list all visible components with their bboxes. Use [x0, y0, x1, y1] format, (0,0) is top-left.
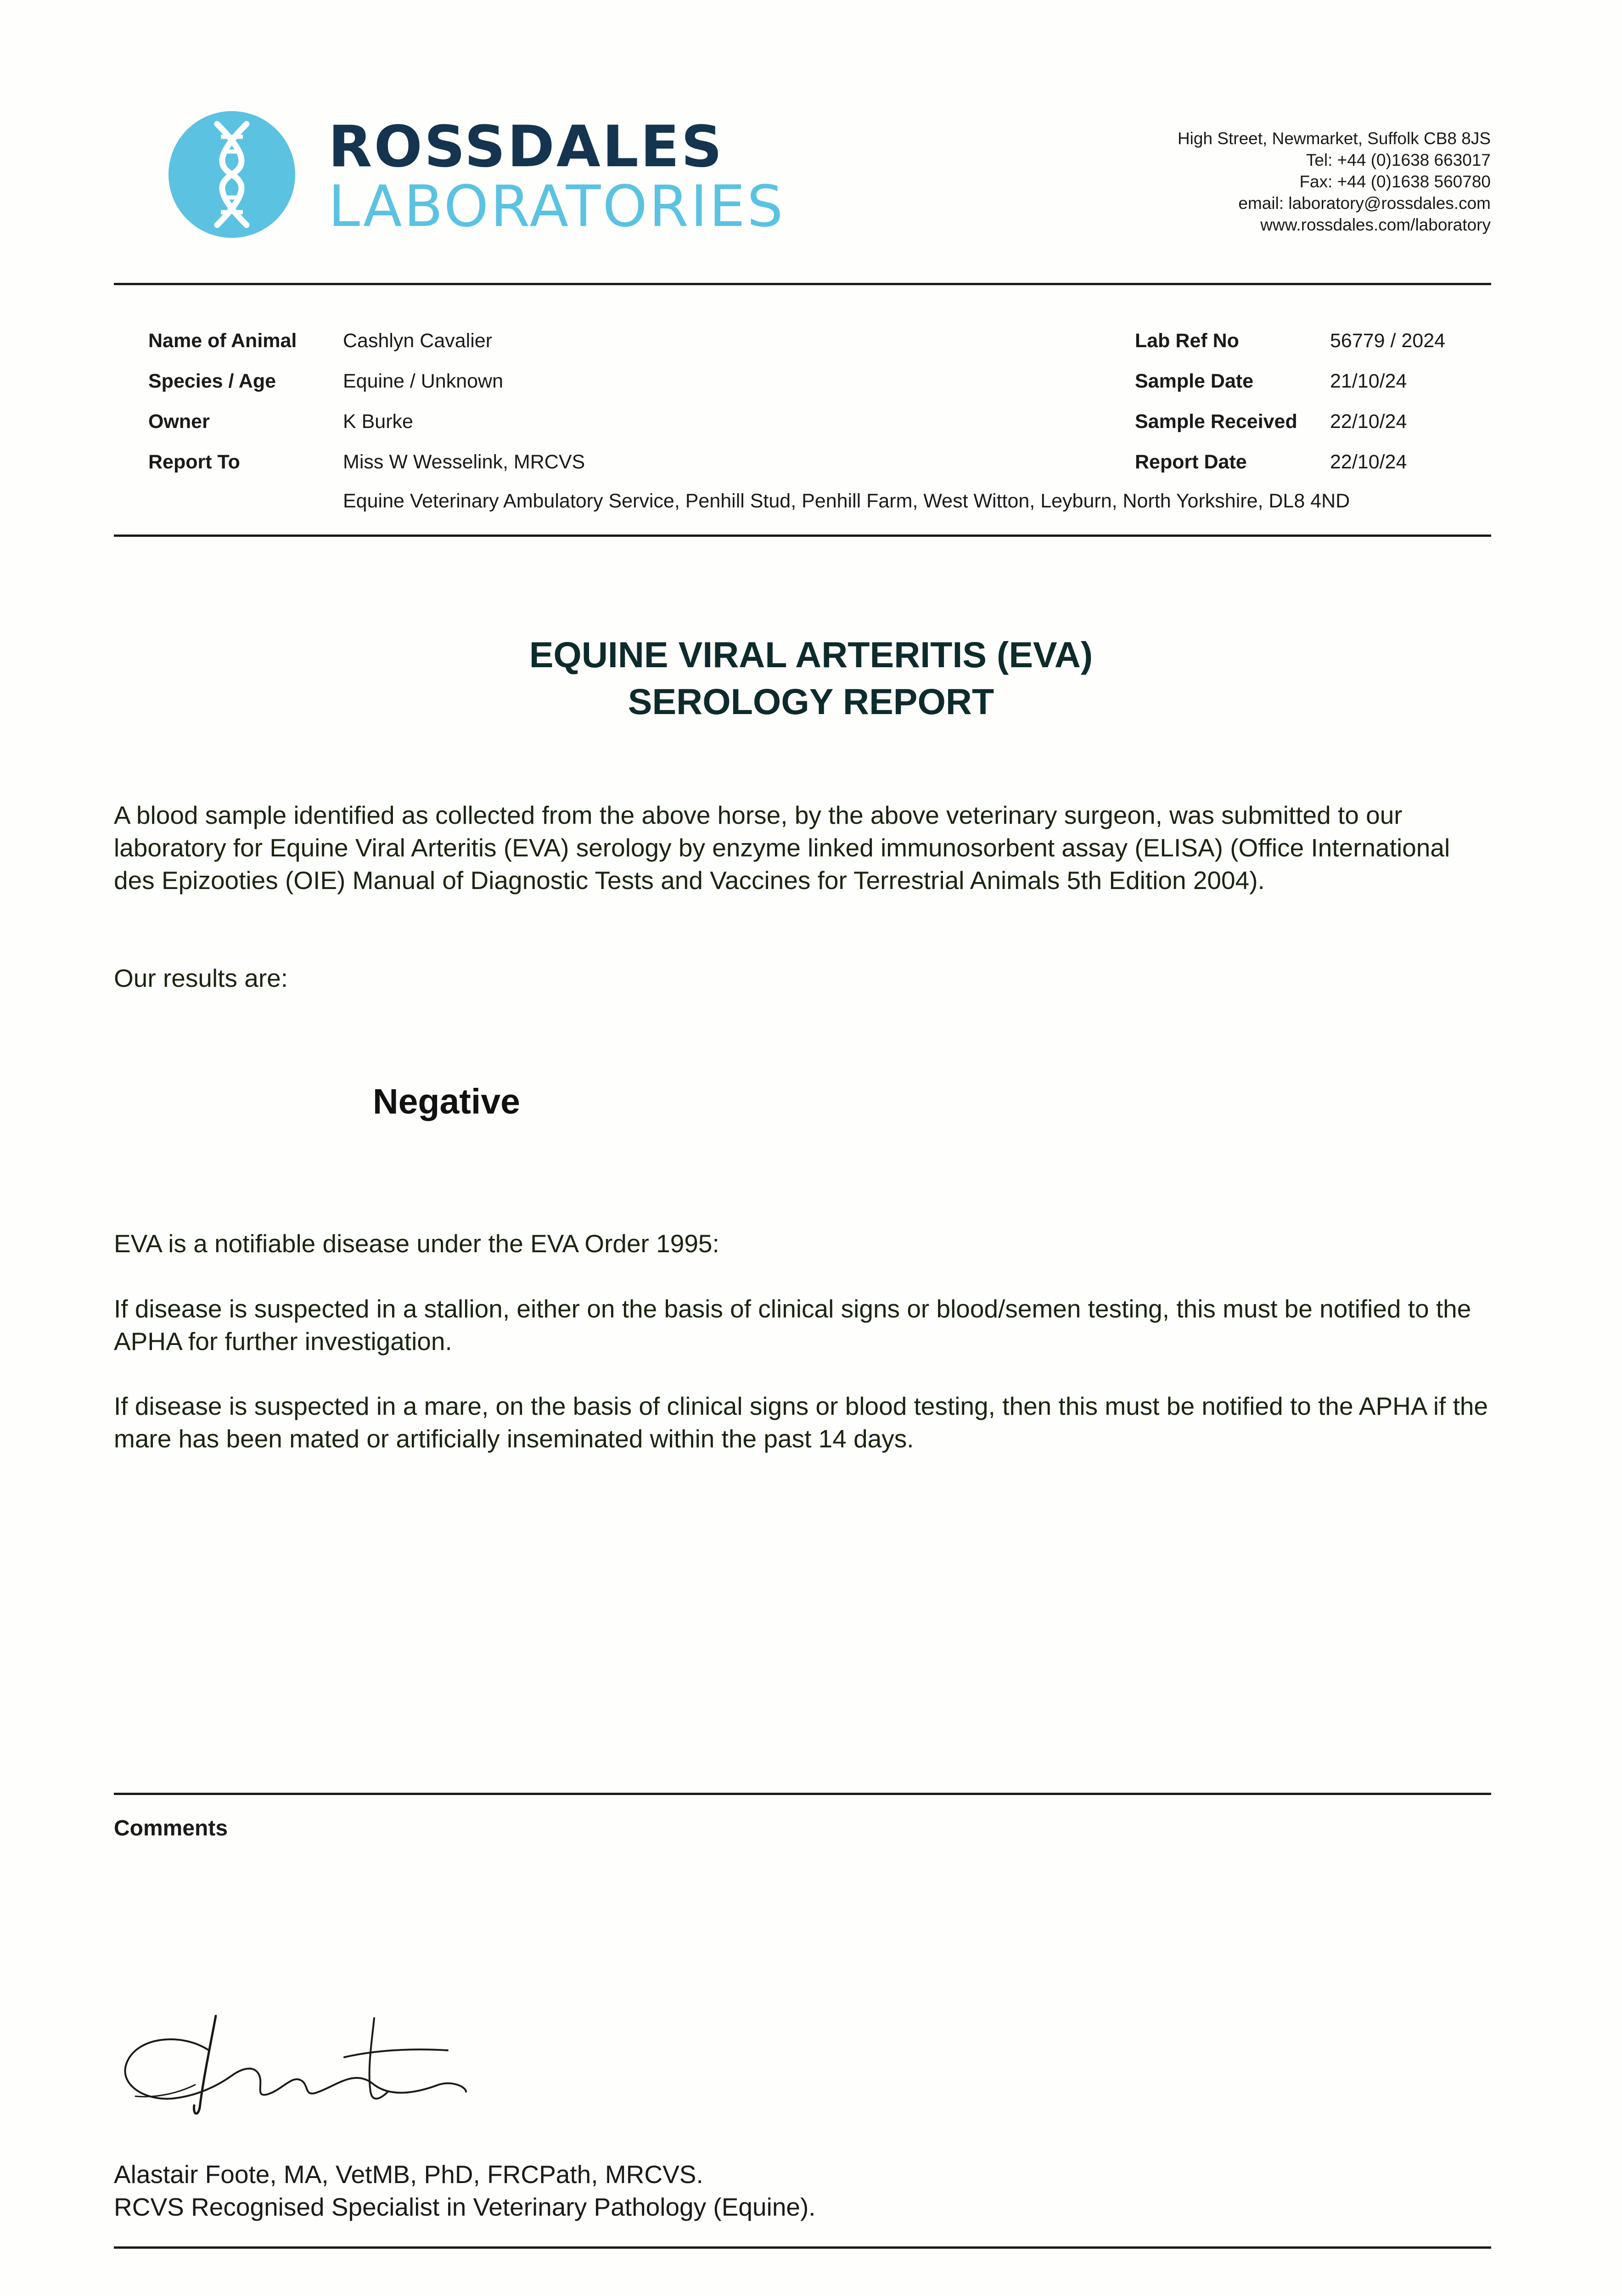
address-street: High Street, Newmarket, Suffolk CB8 8JS: [1177, 129, 1491, 148]
signatory-name: Alastair Foote, MA, VetMB, PhD, FRCPath, MRCVS.: [114, 2160, 703, 2189]
dna-logo-icon: [168, 110, 296, 239]
species-age-value: Equine / Unknown: [343, 370, 503, 392]
sample-received-label: Sample Received: [1135, 411, 1297, 433]
logo-line1: ROSSDALES: [328, 114, 724, 180]
company-address: [1178, 128, 1491, 236]
report-title-line2: SEROLOGY REPORT: [628, 681, 994, 722]
sample-date-label: Sample Date: [1135, 370, 1254, 392]
result-value: Negative: [373, 1082, 520, 1121]
header-divider: [114, 283, 1491, 285]
results-intro: Our results are:: [114, 964, 288, 992]
address-email: email: laboratory@rossdales.com: [1238, 194, 1491, 213]
address-tel: Tel: +44 (0)1638 663017: [1306, 151, 1491, 169]
report-to-address: Equine Veterinary Ambulatory Service, Penhill Stud, Penhill Farm, West Witton, Leyburn, North Yorkshire, DL8 4ND: [343, 490, 1350, 512]
lab-ref-label: Lab Ref No: [1135, 330, 1239, 352]
comments-divider: [114, 1793, 1491, 1795]
address-website: www.rossdales.com/laboratory: [1260, 215, 1491, 234]
signatory-title: RCVS Recognised Specialist in Veterinary Pathology (Equine).: [114, 2193, 816, 2221]
company-logo-text: [328, 114, 785, 240]
sample-date-value: 21/10/24: [1330, 370, 1407, 392]
name-of-animal-value: Cashlyn Cavalier: [343, 330, 493, 352]
info-divider: [114, 535, 1491, 537]
logo-line2: LABORATORIES: [328, 174, 785, 240]
owner-value: K Burke: [343, 411, 413, 433]
name-of-animal-label: Name of Animal: [148, 330, 297, 352]
signature: [117, 2000, 475, 2128]
report-title-line1: EQUINE VIRAL ARTERITIS (EVA): [529, 634, 1093, 675]
lab-ref-value: 56779 / 2024: [1330, 330, 1446, 352]
signatory: [114, 2158, 816, 2223]
report-to-value: Miss W Wesselink, MRCVS: [343, 451, 585, 473]
owner-label: Owner: [148, 411, 210, 433]
species-age-label: Species / Age: [148, 370, 276, 392]
sample-received-value: 22/10/24: [1330, 411, 1407, 433]
intro-paragraph: A blood sample identified as collected from the above horse, by the above veterinary surgeon, was submitted to our laboratory for Equine Viral Arteritis (EVA) serology by enzyme linked immunosorbent assay (ELISA) (Office International des Epizooties (OIE) Manual of Diagnostic Tests and Vaccines for Terrestrial Animals 5th Edition 2004).: [114, 801, 1450, 895]
footer-divider: [114, 2246, 1491, 2249]
report-to-label: Report To: [148, 451, 240, 473]
comments-label: Comments: [114, 1816, 228, 1840]
report-title: [0, 631, 1622, 725]
stallion-note: If disease is suspected in a stallion, either on the basis of clinical signs or blood/semen testing, this must be notified to the APHA for further investigation.: [114, 1294, 1471, 1356]
report-date-value: 22/10/24: [1330, 451, 1407, 473]
address-fax: Fax: +44 (0)1638 560780: [1299, 172, 1491, 191]
mare-note: If disease is suspected in a mare, on the basis of clinical signs or blood testing, then this must be notified to the APHA if the mare has been mated or artificially inseminated within the past 14 days.: [114, 1392, 1488, 1453]
report-date-label: Report Date: [1135, 451, 1247, 473]
notifiable-statement: EVA is a notifiable disease under the EVA Order 1995:: [114, 1229, 719, 1258]
